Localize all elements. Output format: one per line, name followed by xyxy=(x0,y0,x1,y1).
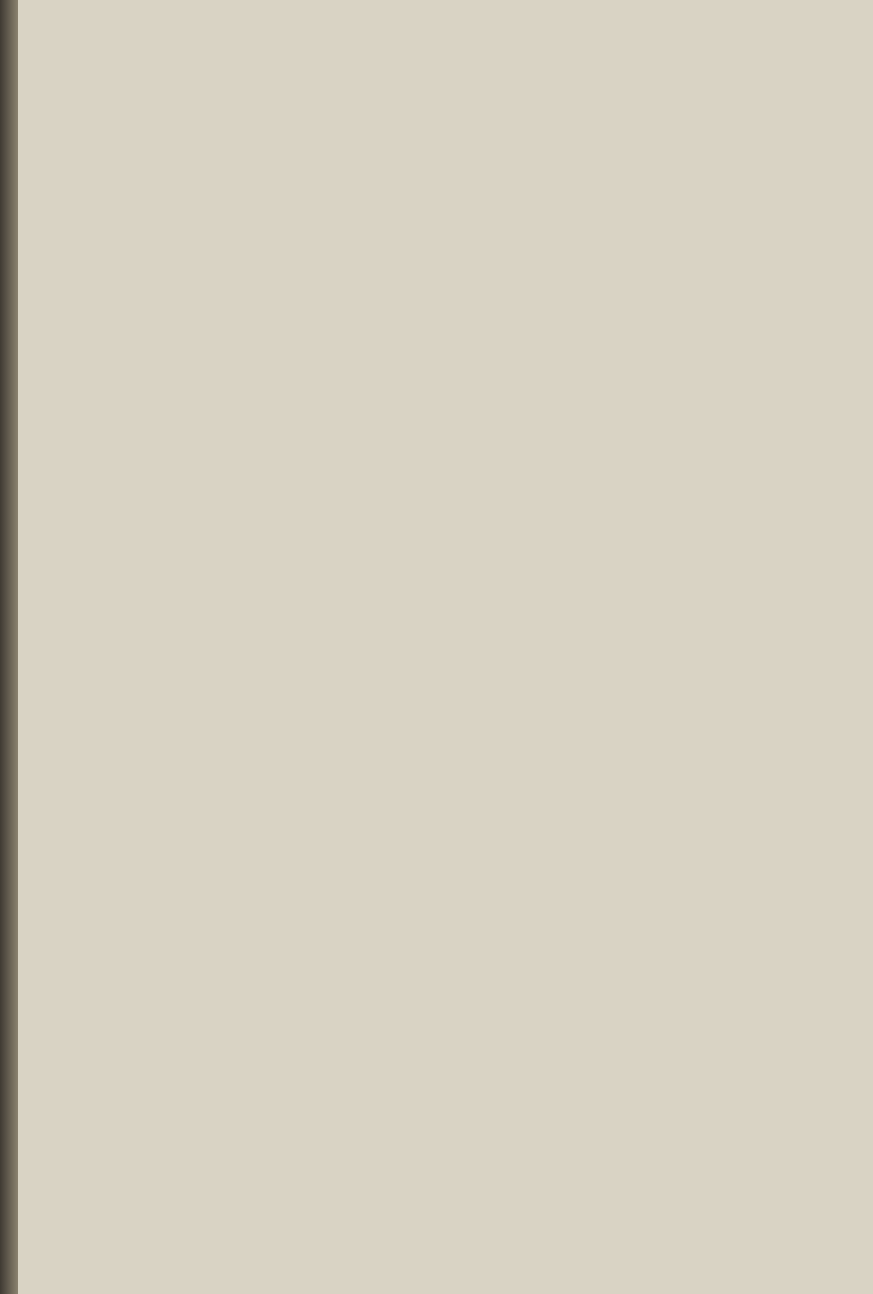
book-spine xyxy=(0,0,18,1294)
document-page xyxy=(18,0,873,1294)
